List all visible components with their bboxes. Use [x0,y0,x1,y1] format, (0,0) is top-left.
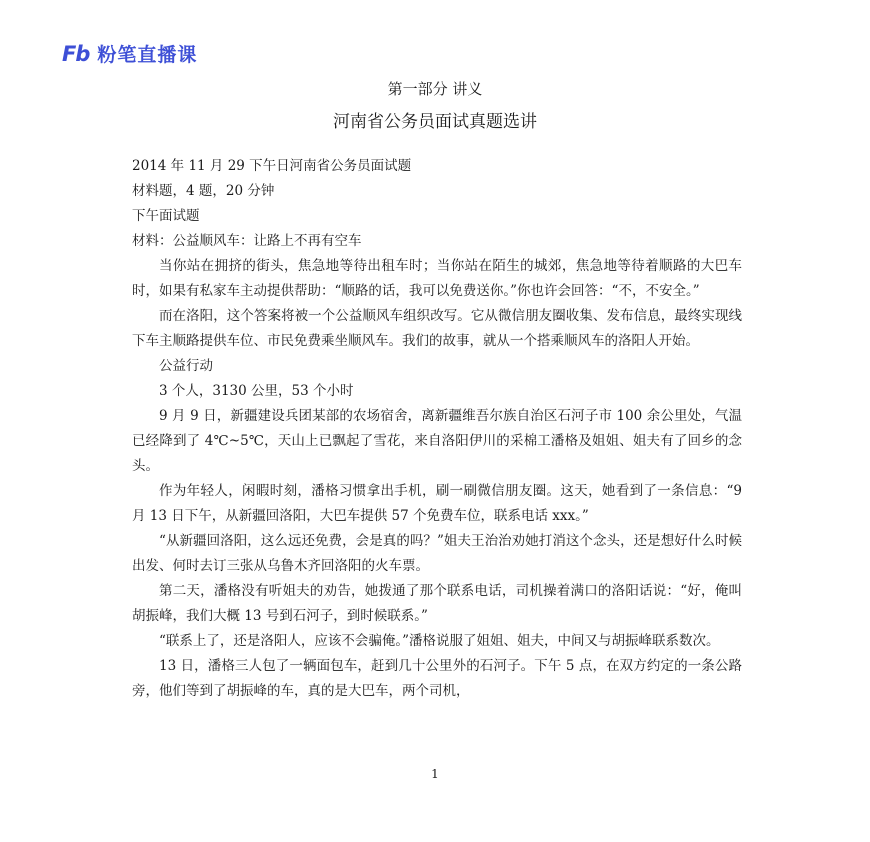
paragraph: 9 月 9 日，新疆建设兵团某部的农场宿舍，离新疆维吾尔族自治区石河子市 100 余公里处，气温已经降到了 4℃~5℃，天山上已飘起了雪花，来自洛阳伊川的采棉工潘格及姐姐、姐夫有了回乡的念头。 [132,408,742,474]
part-heading: 第一部分 讲义 [387,80,483,98]
paragraph: 13 日，潘格三人包了一辆面包车，赶到几十公里外的石河子。下午 5 点，在双方约定的一条公路旁，他们等到了胡振峰的车，真的是大巴车，两个司机， [132,658,742,699]
paragraph: “联系上了，还是洛阳人，应该不会骗俺。”潘格说服了姐姐、姐夫，中间又与胡振峰联系数次。 [159,633,720,649]
document-title: 河南省公务员面试真题选讲 [333,112,537,132]
exam-info-line: 2014 年 11 月 29 下午日河南省公务员面试题 [132,158,412,174]
material-title-line: 材料：公益顺风车：让路上不再有空车 [132,233,362,249]
paragraph: 当你站在拥挤的街头，焦急地等待出租车时；当你站在陌生的城郊，焦急地等待着顺路的大巴车时，如果有私家车主动提供帮助：“顺路的话，我可以免费送你。”你也许会回答：“不，不安全。” [132,258,742,299]
paragraph: 作为年轻人，闲暇时刻，潘格习惯拿出手机，刷一刷微信朋友圈。这天，她看到了一条信息：“9 月 13 日下午，从新疆回洛阳，大巴车提供 57 个免费车位，联系电话 xxx。” [132,483,742,524]
paragraph: 第二天，潘格没有听姐夫的劝告，她拨通了那个联系电话，司机操着满口的洛阳话说：“好，俺叫胡振峰，我们大概 13 号到石河子，到时候联系。” [132,583,742,624]
section-subtitle: 3 个人，3130 公里，53 个小时 [159,383,354,399]
brand-name: 粉笔直播课 [97,44,198,66]
page-number: 1 [431,767,439,781]
document-body [132,154,742,704]
question-type-line: 材料题，4 题，20 分钟 [132,183,275,199]
session-line: 下午面试题 [132,208,200,224]
brand-mark: Fb [62,41,90,66]
brand-logo [62,40,197,67]
section-title: 公益行动 [159,358,213,374]
paragraph: 而在洛阳，这个答案将被一个公益顺风车组织改写。它从微信朋友圈收集、发布信息，最终实现线下车主顺路提供车位、市民免费乘坐顺风车。我们的故事，就从一个搭乘顺风车的洛阳人开始。 [132,308,742,349]
paragraph: “从新疆回洛阳，这么远还免费，会是真的吗？”姐夫王治治劝她打消这个念头，还是想好什么时候出发、何时去订三张从乌鲁木齐回洛阳的火车票。 [132,533,742,574]
